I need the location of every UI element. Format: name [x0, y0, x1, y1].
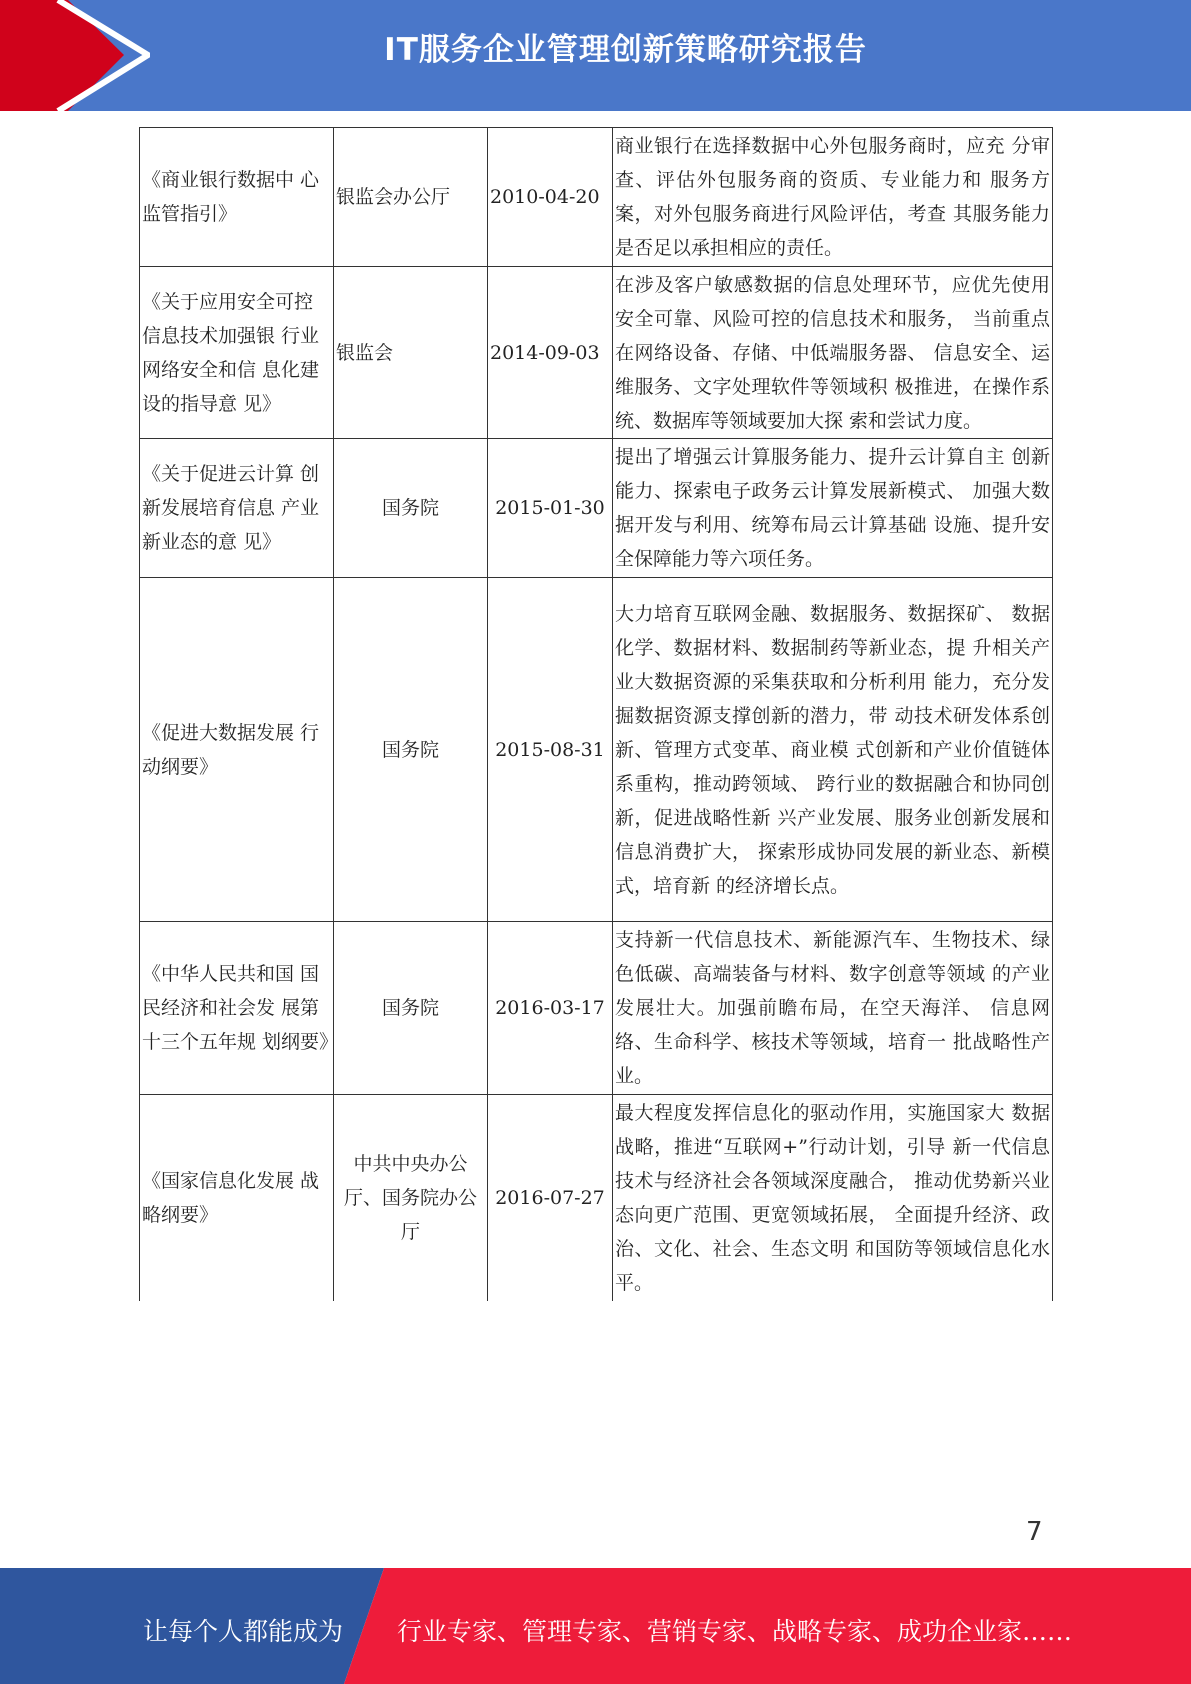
content-cell: 最大程度发挥信息化的驱动作用，实施国家大 数据战略，推进“互联网+”行动计划，引导 新一代信息技术与经济社会各领域深度融合， 推动优势新兴业态向更广范围、更宽领域拓展， 全面提升经济、政治、文化、社会、生态文明 和国防等领域信息化水平。 — [613, 1095, 1053, 1301]
issuer-cell: 国务院 — [334, 439, 488, 578]
issuer-cell: 国务院 — [334, 922, 488, 1095]
report-title: IT服务企业管理创新策略研究报告 — [384, 32, 867, 68]
policy-name-cell: 《关于促进云计算 创新发展培育信息 产业新业态的意 见》 — [140, 439, 334, 578]
date-cell: 2016-07-27 — [488, 1095, 613, 1301]
issuer-cell: 银监会 — [334, 267, 488, 439]
date-cell: 2014-09-03 — [488, 267, 613, 439]
policy-name-cell: 《关于应用安全可控信息技术加强银 行业网络安全和信 息化建设的指导意 见》 — [140, 267, 334, 439]
policy-name-cell: 《中华人民共和国 国民经济和社会发 展第十三个五年规 划纲要》 — [140, 922, 334, 1095]
policy-name-cell: 《国家信息化发展 战略纲要》 — [140, 1095, 334, 1301]
content-cell: 提出了增强云计算服务能力、提升云计算自主 创新能力、探索电子政务云计算发展新模式、 加强大数据开发与利用、统筹布局云计算基础 设施、提升安全保障能力等六项任务。 — [613, 439, 1053, 578]
date-cell: 2015-01-30 — [488, 439, 613, 578]
date-cell: 2015-08-31 — [488, 578, 613, 922]
policy-table — [139, 127, 1053, 1301]
date-cell: 2016-03-17 — [488, 922, 613, 1095]
page-number: 7 — [1026, 1517, 1043, 1547]
page-header — [0, 0, 1191, 111]
issuer-cell: 中共中央办公厅、国务院办公厅 — [334, 1095, 488, 1301]
content-cell: 商业银行在选择数据中心外包服务商时，应充 分审查、评估外包服务商的资质、专业能力和 服务方案，对外包服务商进行风险评估，考查 其服务能力是否足以承担相应的责任。 — [613, 128, 1053, 267]
table-row — [140, 1095, 1053, 1301]
footer-slogan-left: 让每个人都能成为 — [143, 1617, 344, 1646]
footer-slogan-right: 行业专家、管理专家、营销专家、战略专家、成功企业家…… — [397, 1617, 1073, 1646]
issuer-cell: 银监会办公厅 — [334, 128, 488, 267]
table-row — [140, 578, 1053, 922]
content-cell: 支持新一代信息技术、新能源汽车、生物技术、绿色低碳、高端装备与材料、数字创意等领域 的产业发展壮大。加强前瞻布局，在空天海洋、 信息网络、生命科学、核技术等领域，培育一 批战略性产业。 — [613, 922, 1053, 1095]
table-row — [140, 128, 1053, 267]
date-cell: 2010-04-20 — [488, 128, 613, 267]
issuer-cell: 国务院 — [334, 578, 488, 922]
policy-name-cell: 《促进大数据发展 行动纲要》 — [140, 578, 334, 922]
table-row — [140, 922, 1053, 1095]
table-row — [140, 439, 1053, 578]
table-row — [140, 267, 1053, 439]
content-cell: 大力培育互联网金融、数据服务、数据探矿、 数据化学、数据材料、数据制药等新业态，提 升相关产业大数据资源的采集获取和分析利用 能力，充分发掘数据资源支撑创新的潜力，带 动技术研发体系创新、管理方式变革、商业模 式创新和产业价值链体系重构，推动跨领域、 跨行业的数据融合和协同创新，促进战略性新 兴产业发展、服务业创新发展和信息消费扩大， 探索形成协同发展的新业态、新模式，培育新 的经济增长点。 — [613, 578, 1053, 922]
content-cell: 在涉及客户敏感数据的信息处理环节，应优先使用安全可靠、风险可控的信息技术和服务， 当前重点在网络设备、存储、中低端服务器、 信息安全、运维服务、文字处理软件等领域积 极推进，在操作系统、数据库等领域要加大探 索和尝试力度。 — [613, 267, 1053, 439]
policy-name-cell: 《商业银行数据中 心监管指引》 — [140, 128, 334, 267]
